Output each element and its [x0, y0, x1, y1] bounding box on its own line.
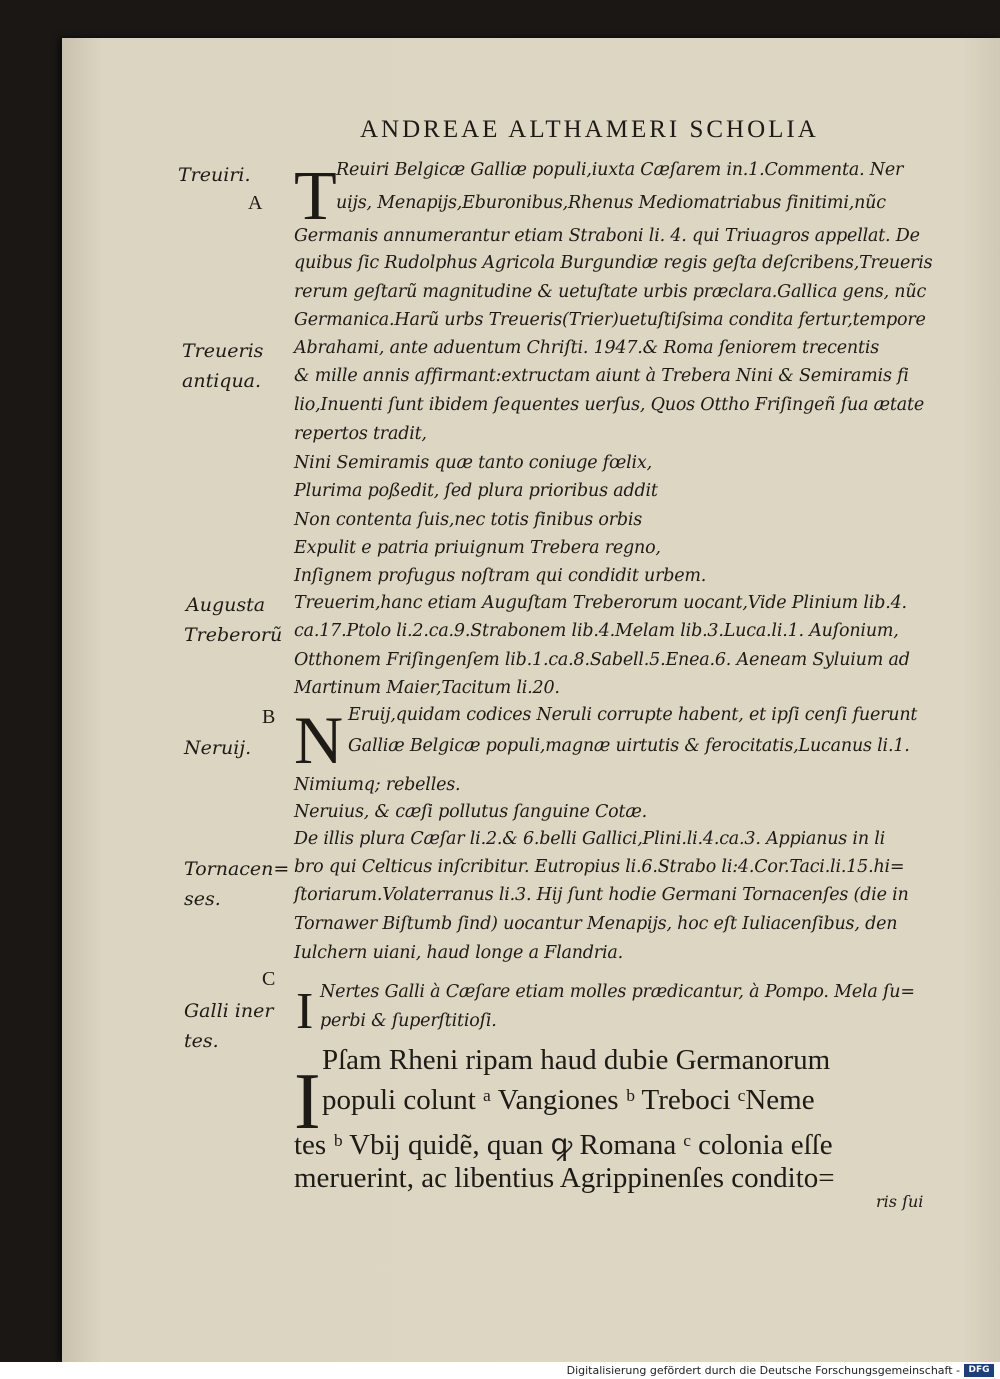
main-text-line: tes ᵇ Vbij quidẽ, quan ꝙ Romana ᶜ colonia eſſe — [294, 1129, 833, 1161]
text-line: ca.17.Ptolo li.2.ca.9.Strabonem lib.4.Melam lib.3.Luca.li.1. Auſonium, — [294, 621, 899, 641]
text-line: quibus ſic Rudolphus Agricola Burgundiæ regis geſta deſcribens,Treueris — [294, 253, 933, 273]
margin-note-treuiri: Treuiri. — [178, 164, 251, 186]
verse-line: Neruius, & cæſi pollutus ſanguine Cotæ. — [294, 802, 647, 822]
verse-line: Nini Semiramis quæ tanto coniuge fœlix, — [294, 453, 652, 473]
verse-line: Plurima poßedit, ſed plura prioribus addit — [294, 481, 658, 501]
margin-note-tes: tes. — [184, 1030, 219, 1052]
drop-cap-i-small: I — [296, 983, 314, 1040]
text-line: uijs, Menapijs,Eburonibus,Rhenus Mediomatriabus finitimi,nũc — [336, 193, 886, 213]
drop-cap-i-large: I — [294, 1058, 321, 1146]
footer-credit: Digitalisierung gefördert durch die Deutsche Forschungsgemeinschaft - — [566, 1364, 960, 1377]
text-line: rerum geſtarũ magnitudine & uetuſtate urbis præclara.Gallica gens, nũc — [294, 282, 927, 302]
main-text-line: Pſam Rheni ripam haud dubie Germanorum — [322, 1044, 831, 1076]
margin-note-treberorum: Treberorũ — [184, 624, 283, 646]
text-line: Germanis annumerantur etiam Straboni li. 4. qui Triuagros appellat. De — [294, 226, 920, 246]
text-line: Tornawer Biſtumb ſind) uocantur Menapijs, hoc eſt Iuliacenſibus, den — [294, 914, 898, 934]
text-line: ſtoriarum.Volaterranus li.3. Hij ſunt hodie Germani Tornacenſes (die in — [294, 885, 909, 905]
margin-note-treueris: Treueris — [182, 340, 264, 362]
verse-line: Non contenta ſuis,nec totis finibus orbis — [294, 510, 643, 530]
margin-note-galli: Galli iner — [184, 1000, 274, 1022]
catchword: ris ſui — [876, 1192, 924, 1211]
margin-letter-c: C — [262, 968, 276, 990]
text-line: Reuiri Belgicæ Galliæ populi,iuxta Cæſarem in.1.Commenta. Ner — [336, 160, 904, 180]
drop-cap-n: N — [294, 702, 344, 778]
text-line: Martinum Maier,Tacitum li.20. — [294, 678, 560, 698]
text-line: De illis plura Cæſar li.2.& 6.belli Gallici,Plini.li.4.ca.3. Appianus in li — [294, 829, 886, 849]
text-line: Abrahami, ante aduentum Chriſti. 1947.& Roma ſeniorem trecentis — [294, 338, 880, 358]
text-line: Iulchern uiani, haud longe a Flandria. — [294, 943, 623, 963]
text-line: repertos tradit, — [294, 424, 427, 444]
margin-note-neruij: Neruij. — [184, 737, 252, 759]
text-line: bro qui Celticus inſcribitur. Eutropius li.6.Strabo li:4.Cor.Taci.li.15.hi= — [294, 857, 905, 877]
text-line: lio,Inuenti ſunt ibidem ſequentes uerſus, Quos Ottho Friſingeñ ſua ætate — [294, 395, 924, 415]
margin-note-antiqua: antiqua. — [182, 370, 262, 392]
verse-line: Nimiumq; rebelles. — [294, 775, 461, 795]
text-line: Galliæ Belgicæ populi,magnæ uirtutis & ferocitatis,Lucanus li.1. — [348, 736, 910, 756]
text-line: Nertes Galli à Cæſare etiam molles prædicantur, à Pompo. Mela ſu= — [320, 982, 915, 1002]
text-line: & mille annis affirmant:extructam aiunt à Trebera Nini & Semiramis fi — [294, 366, 909, 386]
drop-cap-t: T — [294, 158, 337, 235]
text-line: Treuerim,hanc etiam Auguſtam Treberorum uocant,Vide Plinium lib.4. — [294, 593, 907, 613]
main-text-line: populi colunt ᵃ Vangiones ᵇ Treboci ᶜNeme — [322, 1084, 815, 1116]
running-head: ANDREAE ALTHAMERI SCHOLIA — [360, 116, 819, 143]
text-line: Eruij,quidam codices Neruli corrupte habent, et ipſi cenſi fuerunt — [348, 705, 918, 725]
main-text-line: meruerint, ac libentius Agrippinenſes condito= — [294, 1162, 835, 1194]
margin-letter-b: B — [262, 706, 276, 728]
margin-note-tornacen: Tornacen= — [184, 858, 290, 880]
verse-line: Inſignem profugus noſtram qui condidit urbem. — [294, 566, 707, 586]
text-line: Germanica.Harũ urbs Treueris(Trier)uetuſtiſsima condita fertur,tempore — [294, 310, 926, 330]
verse-line: Expulit e patria priuignum Trebera regno, — [294, 538, 661, 558]
dfg-logo: DFG — [964, 1364, 994, 1377]
margin-letter-a: A — [248, 192, 263, 214]
margin-note-ses: ses. — [184, 888, 221, 910]
text-line: perbi & ſuperſtitioſi. — [320, 1011, 497, 1031]
margin-note-augusta: Augusta — [186, 594, 266, 616]
text-line: Otthonem Friſingenſem lib.1.ca.8.Sabell.5.Enea.6. Aeneam Syluium ad — [294, 650, 910, 670]
